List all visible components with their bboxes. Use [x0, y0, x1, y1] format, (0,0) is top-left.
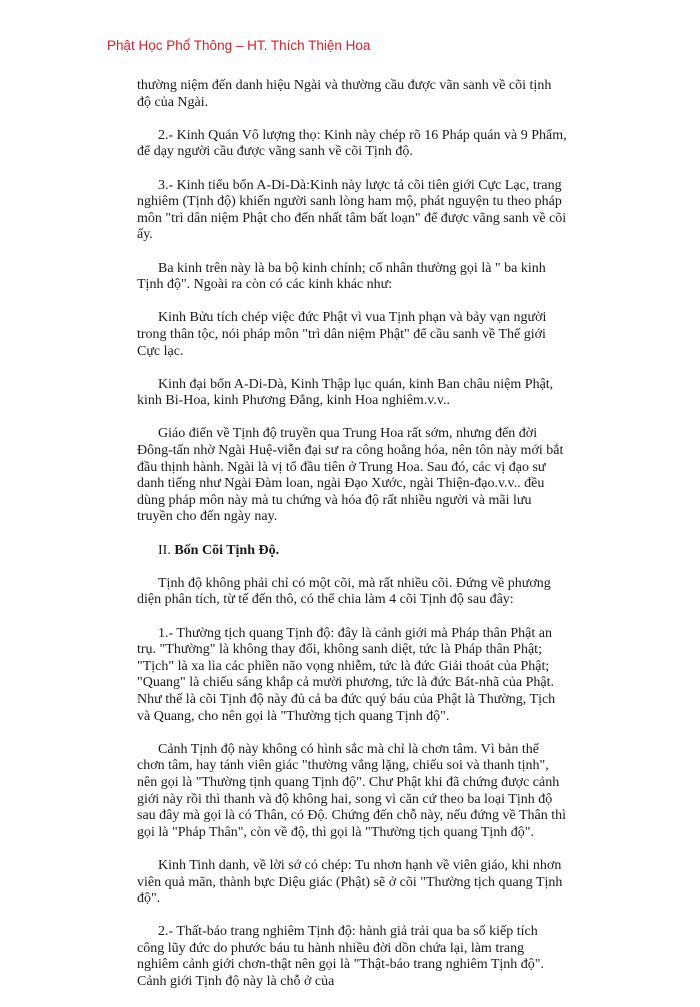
section-heading: [137, 543, 567, 560]
section-number: II.: [158, 542, 171, 558]
paragraph: Tịnh độ không phải chỉ có một cõi, mà rất nhiều cõi. Đứng về phương diện phân tích, từ tế đến thô, có thể chia làm 4 cõi Tịnh độ sau đây:: [137, 575, 551, 608]
section-title: Bốn Cõi Tịnh Độ.: [174, 542, 280, 558]
paragraph: Kinh Bửu tích chép việc đức Phật vì vua Tịnh phạn và bảy vạn người trong thân tộc, nói pháp môn "trì dân niệm Phật" để cầu sanh về Thế giới Cực lạc.: [137, 310, 547, 359]
paragraph: Cảnh Tịnh độ này không có hình sắc mà chỉ là chơn tâm. Vì bản thể chơn tâm, hay tánh viên giác "thường vắng lặng, chiếu soi và thanh tịnh", nên gọi là "Thường tịnh quang Tịnh độ". Chư Phật khi đã chứng được cảnh giới này rồi thì thanh và độ không hai, song vì căn cứ theo ba loại Tịnh độ sau đây mà gọi là có Thân, có Độ. Chứng đến chỗ này, nếu đứng về Thân thì gọi là "Pháp Thân", còn về độ, thì gọi là "Thường tịch quang Tịnh độ".: [137, 741, 566, 840]
paragraph: Giáo điển về Tịnh độ truyền qua Trung Hoa rất sớm, nhưng đến đời Đông-tấn nhờ Ngài Huệ-viễn đại sư ra công hoằng hóa, nên tôn này mới bắt đầu thịnh hành. Ngài là vị tổ đầu tiên ở Trung Hoa. Sau đó, các vị đạo sư danh tiếng như Ngài Đàm loan, ngài Đạo Xước, ngài Thiện-đạo.v.v.. đều dùng pháp môn này mà tu chứng và hóa độ rất nhiều người và mãi lưu truyền cho đến ngày nay.: [137, 426, 564, 525]
document-body: [137, 78, 567, 1007]
paragraph: 2.- Kinh Quán Vô lượng thọ: Kinh này chép rõ 16 Pháp quán và 9 Phẩm, để dạy người cầu được vãng sanh về cõi Tịnh độ.: [137, 127, 567, 160]
page-header: Phật Học Phổ Thông – HT. Thích Thiện Hoa: [107, 38, 371, 53]
paragraph: Ba kinh trên này là ba bộ kinh chính; cổ nhân thường gọi là " ba kinh Tịnh độ". Ngoài ra còn có các kinh khác như:: [137, 260, 546, 293]
paragraph: 2.- Thất-báo trang nghiêm Tịnh độ: hành giả trải qua ba số kiếp tích công lũy đức do phước báu tu hành nhiều đời dồn chứa lại, làm trang nghiêm cảnh giới chơn-thật nên gọi là "Thật-báo trang nghiêm Tịnh độ". Cảnh giới Tịnh độ này là chỗ ở của: [137, 924, 544, 990]
paragraph: 1.- Thường tịch quang Tịnh độ: đây là cảnh giới mà Pháp thân Phật an trụ. "Thường" là không thay đổi, không sanh diệt, tức là Pháp thân Phật; "Tịch" là xa lìa các phiền não vọng nhiễm, tức là đức Giải thoát của Phật; "Quang" là chiếu sáng khắp cả mười phương, tức là đức Bát-nhã của Phật. Như thế là cõi Tịnh độ này đủ cả ba đức quý báu của Phật là Thường, Tịch và Quang, cho nên gọi là "Thường tịch quang Tịnh độ".: [137, 625, 556, 724]
paragraph: thường niệm đến danh hiệu Ngài và thường cầu được vãn sanh về cõi tịnh độ của Ngài.: [137, 78, 552, 110]
paragraph: Kinh Tinh danh, về lời sớ có chép: Tu nhơn hạnh về viên giáo, khi nhơn viên quả mãn, thành bực Diệu giác (Phật) sẽ ở cõi "Thường tịch quang Tịnh độ".: [137, 857, 563, 907]
paragraph: Kinh đại bổn A-Di-Dà, Kinh Thập lục quán, kinh Ban châu niệm Phật, kinh Bi-Hoa, kinh Phương Đẳng, kinh Hoa nghiêm.v.v..: [137, 376, 554, 409]
paragraph: 3.- Kinh tiểu bổn A-Di-Dà:Kinh này lược tả cõi tiên giới Cực Lạc, trang nghiêm (Tịnh độ) khiến người sanh lòng ham mộ, phát nguyện tu theo pháp môn "trì dân niệm Phật cho đến nhất tâm bất loạn" để được vãng sanh về cõi ấy.: [137, 177, 567, 243]
